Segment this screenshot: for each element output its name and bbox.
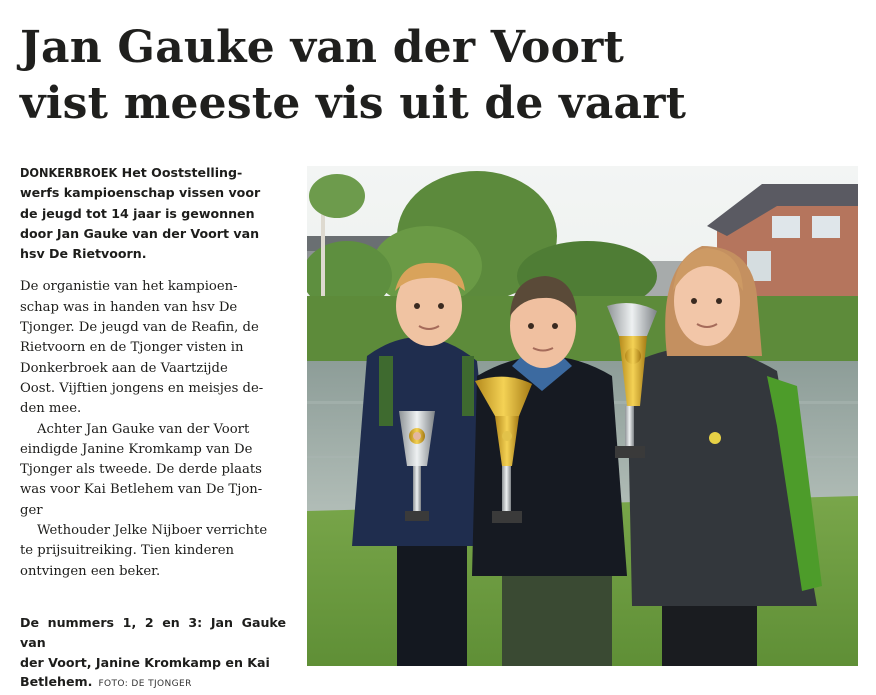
lead-paragraph: DONKERBROEK Het Ooststelling- werfs kampioenschap vissen voor de jeugd tot 14 jaar is gewonnen door Jan Gauke van der Voort van hsv De Rietvoorn.	[20, 165, 261, 262]
paragraph-2: Achter Jan Gauke van der Voort eindigde Janine Kromkamp van De Tjonger als tweede. De derde plaats was voor Kai Betlehem van De Tjon- ger	[20, 421, 263, 518]
news-photo	[307, 166, 858, 666]
photo-caption: De nummers 1, 2 en 3: Jan Gauke van der Voort, Janine Kromkamp en Kai Betlehem. FOTO: DE TJONGER	[20, 615, 286, 690]
article-body	[20, 163, 286, 582]
paragraph-3: Wethouder Jelke Nijboer verrichte te prijsuitreiking. Tien kinderen ontvingen een beker.	[20, 523, 268, 579]
dateline: DONKERBROEK	[20, 165, 118, 180]
photo-credit: FOTO: DE TJONGER	[98, 679, 192, 690]
headline-line-1: Jan Gauke van der Voort	[20, 22, 625, 73]
photo-illustration	[307, 166, 858, 666]
headline-line-2: vist meeste vis uit de vaart	[20, 78, 687, 129]
paragraph-1: De organistie van het kampioen- schap was in handen van hsv De Tjonger. De jeugd van de Reafin, de Rietvoorn en de Tjonger visten in Donkerbroek aan de Vaartzijde Oost. Vijftien jongens en meisjes de- den mee.	[20, 279, 264, 417]
headline	[20, 20, 686, 132]
